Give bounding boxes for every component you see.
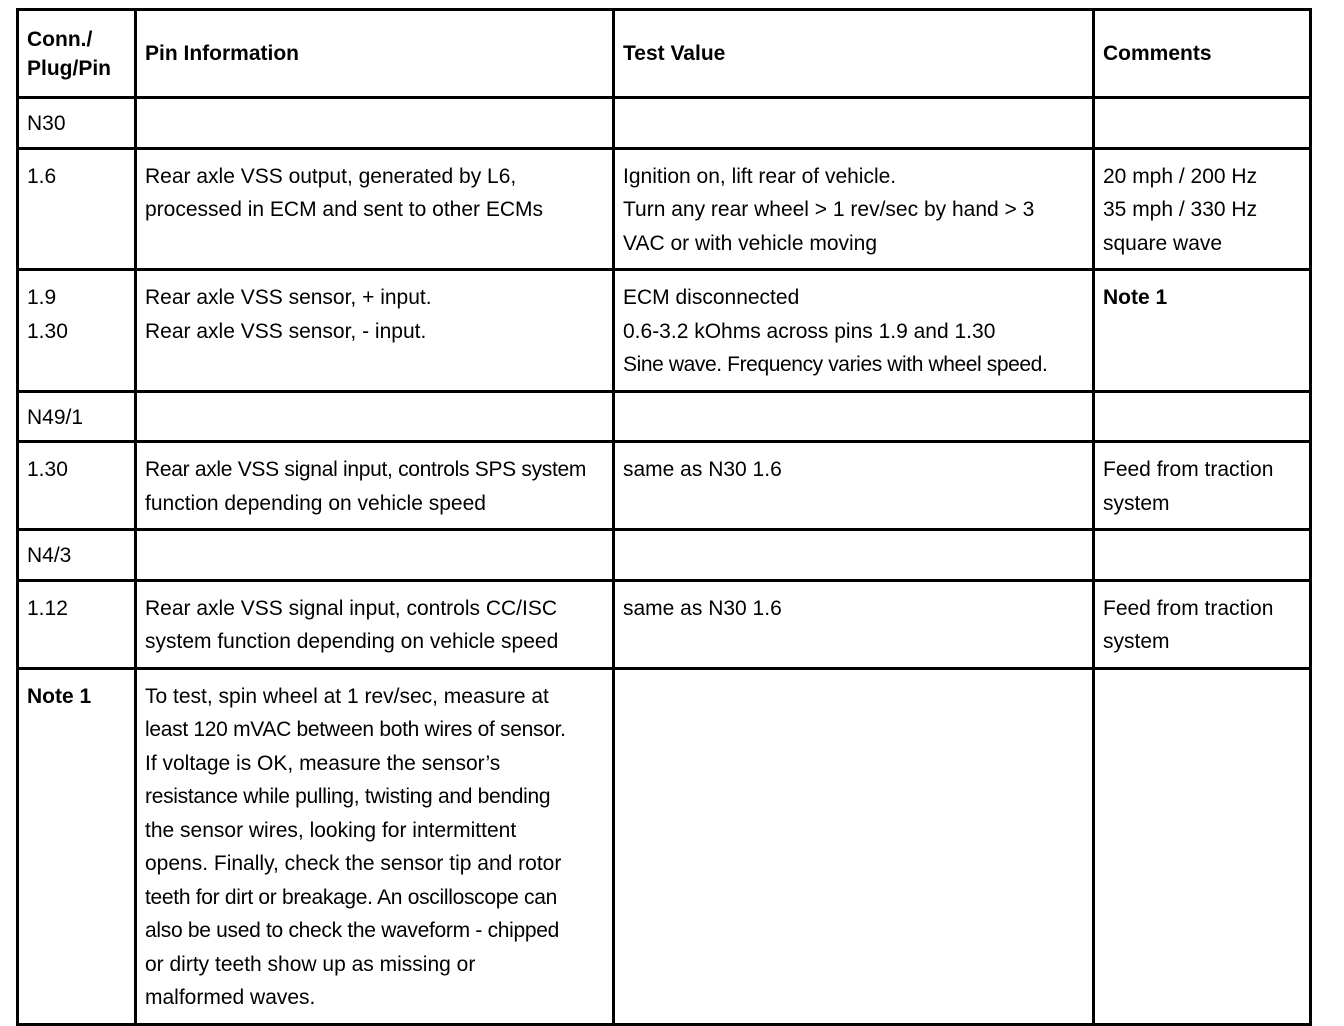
- header-comments: Comments: [1094, 10, 1311, 98]
- header-conn-plug-pin: [18, 10, 136, 98]
- cell-test-value: [614, 148, 1094, 270]
- conn-pin: 1.30: [27, 458, 68, 481]
- cell-conn: [18, 668, 136, 1024]
- test-value-line: Ignition on, lift rear of vehicle.: [623, 164, 897, 188]
- note-line: opens. Finally, check the sensor tip and rotor: [145, 852, 562, 875]
- note-line: teeth for dirt or breakage. An oscilloscope can: [145, 885, 557, 909]
- pin-info-line: system function depending on vehicle speed: [145, 630, 559, 653]
- cell-conn: N30: [18, 98, 136, 149]
- table-row: [18, 580, 1311, 668]
- cell-comments: [1094, 391, 1311, 442]
- table-header-row: [18, 10, 1311, 98]
- test-value-line: ECM disconnected: [623, 286, 800, 309]
- comment-line: system: [1103, 491, 1170, 515]
- comment-line: 35 mph / 330 Hz: [1103, 198, 1258, 221]
- cell-comments: [1094, 98, 1311, 149]
- comment-line: Feed from traction: [1103, 596, 1274, 620]
- table-row-note: [18, 668, 1311, 1024]
- note-line: malformed waves.: [145, 986, 316, 1009]
- cell-conn: N49/1: [18, 391, 136, 442]
- cell-pin-info: [136, 391, 614, 442]
- cell-conn: [18, 148, 136, 270]
- note-line: least 120 mVAC between both wires of sensor.: [145, 718, 566, 741]
- table-row: [18, 442, 1311, 530]
- comment-line: system: [1103, 630, 1170, 653]
- note-label: Note 1: [27, 684, 92, 708]
- table-row-section-n30: [18, 98, 1311, 149]
- conn-pin: 1.30: [27, 319, 68, 343]
- cell-test-value: [614, 668, 1094, 1024]
- test-value-line: same as N30 1.6: [623, 458, 782, 481]
- note-line: resistance while pulling, twisting and bending: [145, 785, 551, 808]
- cell-pin-info: [136, 442, 614, 530]
- cell-test-value: [614, 530, 1094, 581]
- table-row: [18, 148, 1311, 270]
- cell-comments: [1094, 148, 1311, 270]
- cell-test-value: [614, 98, 1094, 149]
- cell-test-value: [614, 270, 1094, 392]
- cell-test-value: [614, 391, 1094, 442]
- cell-pin-info: [136, 530, 614, 581]
- test-value-line: Sine wave. Frequency varies with wheel speed.: [623, 353, 1048, 376]
- conn-pin: 1.6: [27, 164, 57, 188]
- note-line: If voltage is OK, measure the sensor’s: [145, 751, 501, 775]
- cell-pin-info: [136, 580, 614, 668]
- cell-pin-info: [136, 270, 614, 392]
- conn-pin: 1.9: [27, 286, 57, 309]
- pin-info-line: function depending on vehicle speed: [145, 491, 486, 515]
- note-line: or dirty teeth show up as missing or: [145, 952, 476, 976]
- pin-info-line: Rear axle VSS sensor, + input.: [145, 286, 432, 309]
- comment-note-ref: Note 1: [1103, 286, 1168, 309]
- cell-conn: [18, 442, 136, 530]
- cell-pin-info: [136, 98, 614, 149]
- comment-line: 20 mph / 200 Hz: [1103, 164, 1258, 188]
- note-line: also be used to check the waveform - chipped: [145, 919, 560, 942]
- cell-conn: [18, 270, 136, 392]
- cell-pin-info: [136, 148, 614, 270]
- cell-conn: [18, 580, 136, 668]
- header-pin-information: Pin Information: [136, 10, 614, 98]
- note-line: the sensor wires, looking for intermittent: [145, 818, 517, 842]
- table-row: [18, 270, 1311, 392]
- test-value-line: 0.6-3.2 kOhms across pins 1.9 and 1.30: [623, 319, 996, 343]
- conn-pin: 1.12: [27, 596, 68, 620]
- cell-conn: N4/3: [18, 530, 136, 581]
- cell-test-value: [614, 442, 1094, 530]
- comment-line: Feed from traction: [1103, 458, 1274, 481]
- pin-info-line: Rear axle VSS signal input, controls CC/ISC: [145, 596, 558, 620]
- comment-line: square wave: [1103, 231, 1223, 255]
- header-test-value: Test Value: [614, 10, 1094, 98]
- cell-test-value: [614, 580, 1094, 668]
- cell-comments: [1094, 442, 1311, 530]
- pin-info-line: Rear axle VSS signal input, controls SPS system: [145, 458, 587, 481]
- header-conn-line-1: Conn./: [27, 27, 93, 51]
- test-value-line: Turn any rear wheel > 1 rev/sec by hand > 3: [623, 198, 1035, 221]
- pin-info-line: processed in ECM and sent to other ECMs: [145, 198, 544, 221]
- cell-note-text: [136, 668, 614, 1024]
- pin-info-table: [16, 8, 1312, 1026]
- cell-comments: [1094, 668, 1311, 1024]
- pin-info-line: Rear axle VSS output, generated by L6,: [145, 164, 517, 188]
- cell-comments: [1094, 270, 1311, 392]
- test-value-line: same as N30 1.6: [623, 596, 782, 620]
- cell-comments: [1094, 530, 1311, 581]
- header-conn-line-2: Plug/Pin: [27, 56, 111, 80]
- pin-info-line: Rear axle VSS sensor, - input.: [145, 319, 427, 343]
- test-value-line: VAC or with vehicle moving: [623, 231, 878, 255]
- note-line: To test, spin wheel at 1 rev/sec, measure at: [145, 684, 549, 708]
- table-row-section-n4-3: [18, 530, 1311, 581]
- cell-comments: [1094, 580, 1311, 668]
- table-row-section-n49-1: [18, 391, 1311, 442]
